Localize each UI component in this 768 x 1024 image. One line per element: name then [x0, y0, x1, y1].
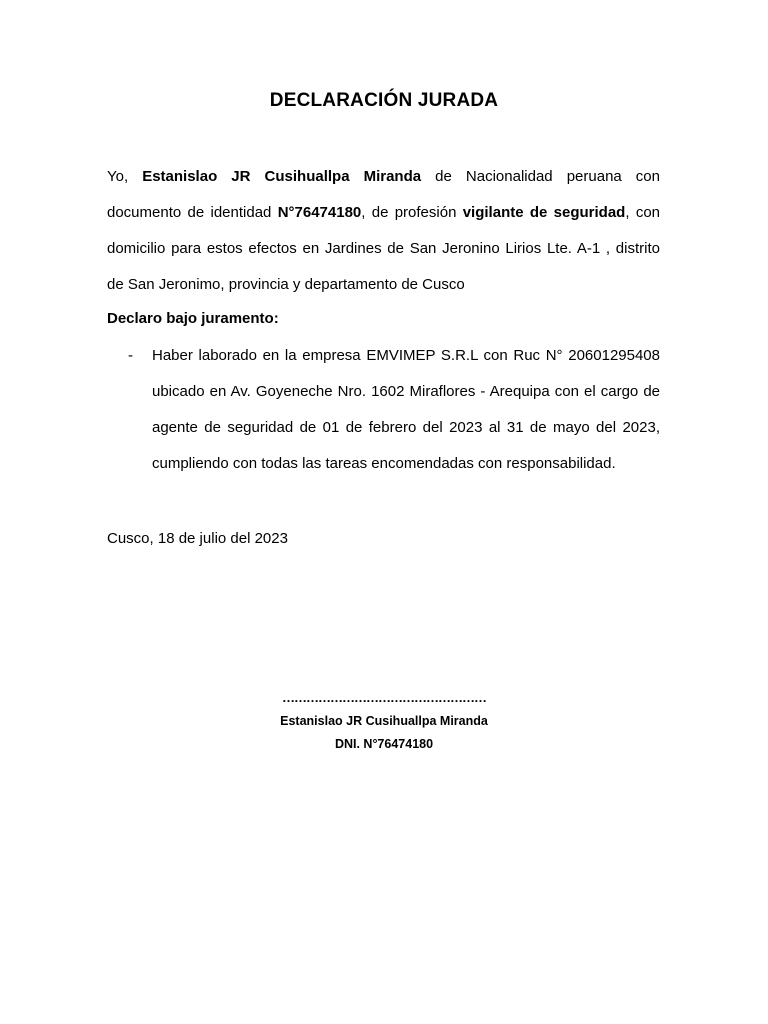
signature-name: Estanislao JR Cusihuallpa Miranda [280, 714, 488, 728]
list-bullet: - [128, 347, 133, 364]
intro-line-1 [107, 159, 660, 195]
intro-line-3: domicilio para estos efectos en Jardines de San Jeronino Lirios Lte. A-1 , distrito [107, 240, 660, 257]
intro-line-2 [107, 195, 660, 231]
list-item [107, 338, 660, 482]
declarant-name: Estanislao JR Cusihuallpa Miranda [142, 168, 422, 185]
intro-text: , con [625, 204, 661, 221]
document-title: DECLARACIÓN JURADA [269, 90, 499, 111]
place-date: Cusco, 18 de julio del 2023 [107, 530, 288, 547]
declaration-heading: Declaro bajo juramento: [107, 310, 279, 327]
declaration-list [107, 338, 660, 482]
intro-text: , de profesión [361, 204, 457, 221]
signature-line: …………………………………………… [282, 690, 486, 705]
intro-text: documento de identidad [107, 204, 272, 221]
item-line-2: ubicado en Av. Goyeneche Nro. 1602 Miraflores - Arequipa con el cargo de [152, 383, 660, 400]
intro-paragraph [107, 159, 660, 303]
list-item-body [152, 338, 660, 482]
profession: vigilante de seguridad [462, 204, 626, 221]
intro-text: de Nacionalidad peruana con [435, 168, 660, 185]
item-line-3: agente de seguridad de 01 de febrero del 2023 al 31 de mayo del 2023, [152, 419, 660, 436]
item-line-4: cumpliendo con todas las tareas encomendadas con responsabilidad. [152, 455, 616, 472]
signature-dni: DNI. N°76474180 [334, 737, 434, 751]
document-number: N°76474180 [277, 204, 362, 221]
item-line-1: Haber laborado en la empresa EMVIMEP S.R.L con Ruc N° 20601295408 [152, 347, 660, 364]
intro-text: Yo, [107, 168, 129, 185]
intro-line-4: de San Jeronimo, provincia y departamento de Cusco [107, 276, 465, 293]
